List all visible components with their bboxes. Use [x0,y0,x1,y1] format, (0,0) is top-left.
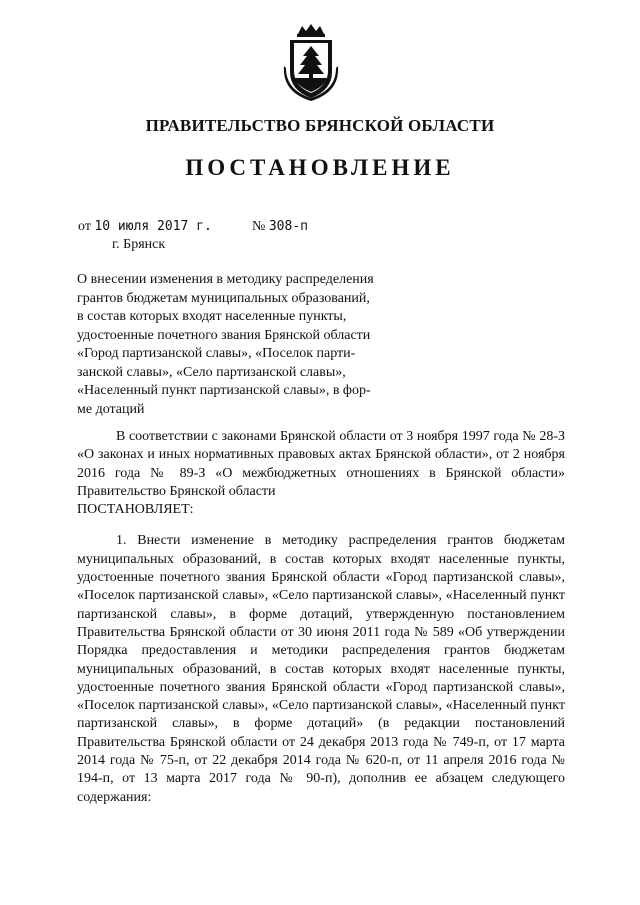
subject-line: грантов бюджетам муниципальных образований, [77,290,370,306]
subject-line: в состав которых входят населенные пункты, [77,309,347,324]
subject-line: «Населенный пункт партизанской славы», в фор- [77,383,371,398]
document-number [252,218,308,236]
subject-line: «Город партизанской славы», «Поселок парти- [77,346,356,361]
subject-line: О внесении изменения в методику распределения [77,272,374,287]
item-1-paragraph: 1. Внести изменение в методику распределения грантов бюджетам муниципальных образований, в состав которых входят населенные пункты, удостоенные почетного звания Брянской области «Город партизанской славы», «Поселок партизанской славы», «Село партизанской славы», «Населенный пункт партизанской славы», в форме дотаций, утвержденную постановлением Правительства Брянской области от 30 июня 2011 года № 589 «Об утверждении Порядка предоставления и методики распределения грантов бюджетам муниципальных образований, в состав которых входят населенные пункты, удостоенные почетного звания Брянской области «Город партизанской славы», «Поселок партизанской славы», «Село партизанской славы», «Населенный пункт партизанской славы», в форме дотаций» (в редакции постановлений Правительства Брянской области от 24 декабря 2013 года № 749-п, от 17 марта 2014 года № 75-п, от 22 декабря 2014 года № 620-п, от 11 апреля 2016 года № 194-п, от 13 марта 2017 года № 90-п), дополнив ее абзацем следующего содержания: [77,533,565,805]
document-type-title: ПОСТАНОВЛЕНИЕ [185,155,455,180]
document-city: г. Брянск [112,237,166,252]
bryansk-coat-of-arms-icon [276,22,346,102]
preamble-paragraph: В соответствии с законами Брянской области от 3 ноября 1997 года № 28-З «О законах и иных нормативных правовых актах Брянской области», от 2 ноября 2016 года № 89-З «О межбюджетных отношениях в Брянской области» Правительство Брянской области [77,429,565,499]
document-subject [77,271,395,419]
date-prefix: от [78,219,91,234]
document-date [78,218,212,236]
subject-line: удостоенные почетного звания Брянской области [77,327,371,343]
subject-line: занской славы», «Село партизанской славы», [77,364,346,380]
coat-of-arms-emblem [276,22,346,102]
document-body [77,428,565,807]
resolves-heading: ПОСТАНОВЛЯЕТ: [77,502,194,518]
paragraph-gap [77,519,565,532]
number-value: 308-п [268,219,308,234]
number-prefix: № [252,219,266,234]
organization-title: ПРАВИТЕЛЬСТВО БРЯНСКОЙ ОБЛАСТИ [145,116,495,135]
subject-line: ме дотаций [77,401,145,417]
date-value: 10 июля 2017 г. [94,219,212,234]
